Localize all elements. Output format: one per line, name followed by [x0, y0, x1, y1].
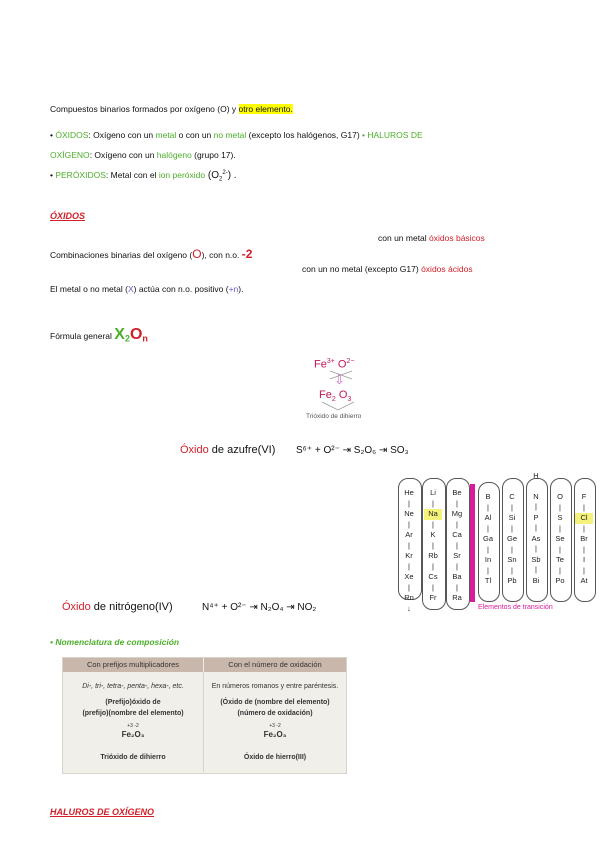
- element: Bi: [532, 575, 540, 585]
- element: Sb: [531, 554, 541, 564]
- element: S: [557, 513, 563, 522]
- col1-line2b: (prefijo)(nombre del elemento): [82, 710, 184, 717]
- oxidos-acidos: óxidos ácidos: [421, 264, 473, 274]
- element-highlight: Cl: [575, 513, 593, 524]
- nomenclatura-heading: • Nomenclatura de composición: [50, 637, 180, 647]
- col2-header: Con el número de oxidación: [204, 658, 346, 672]
- term-peroxidos: PERÓXIDOS: [55, 170, 106, 180]
- formula-label: Fórmula general: [50, 331, 115, 341]
- element: He: [404, 488, 414, 497]
- term-metal: metal: [155, 130, 177, 140]
- col1-header: Con prefijos multiplicadores: [63, 658, 204, 672]
- col1-formula: Fe₂O₃: [121, 730, 145, 739]
- element: Rb: [428, 551, 438, 560]
- product-o: O: [338, 389, 348, 401]
- comb-text: Combinaciones binarias del oxígeno (: [50, 250, 193, 260]
- col1-name: Trióxido de dihierro: [100, 754, 166, 761]
- fe-ion: Fe: [314, 358, 327, 371]
- fe-charge: 3+: [326, 358, 335, 365]
- element: C: [509, 492, 515, 501]
- transition-label: Elementos de transición: [478, 604, 553, 611]
- element: Ba: [452, 572, 462, 581]
- group-halogens: F | Cl | Br | I | At: [575, 492, 593, 587]
- nomenclatura-table: [62, 657, 347, 774]
- element: As: [531, 533, 541, 543]
- element: Fr: [429, 593, 437, 602]
- col1-line1: Di-, tri-, tetra-, penta-, hexa-, etc.: [82, 683, 184, 690]
- oxidos-basicos: óxidos básicos: [429, 233, 485, 243]
- periodic-table: [396, 472, 600, 622]
- term-ion-peroxido: ion peróxido: [158, 170, 206, 180]
- intro-highlight: otro elemento.: [238, 104, 293, 114]
- formula-x: X: [114, 326, 125, 343]
- transition-bar: [470, 484, 475, 602]
- bullet-oxidos: [50, 130, 423, 140]
- col2-line2b: (número de oxidación): [237, 710, 313, 717]
- plus-n: +n: [228, 284, 239, 294]
- element: P: [533, 512, 539, 522]
- nitrogen-label: [62, 601, 173, 613]
- element: Se: [555, 534, 565, 543]
- element: Mg: [451, 509, 463, 518]
- element-highlight: Na: [424, 509, 442, 520]
- product-fe-sub: 2: [331, 396, 336, 404]
- oxidos-nometal-line: [302, 264, 473, 274]
- peroxide-sub: 2: [219, 176, 223, 183]
- oxido-word: Óxido: [62, 601, 91, 613]
- element: Ne: [404, 509, 414, 518]
- bullet-dot: •: [50, 130, 56, 140]
- col2-line1: En números romanos y entre paréntesis.: [211, 683, 339, 690]
- group-alkali: Li | Na | K | Rb | Cs | Fr: [424, 488, 442, 604]
- col2-line2a: (Óxido de (nombre del elemento): [220, 699, 330, 706]
- bullet-text: : Metal con el: [105, 170, 159, 180]
- term-haluros: • HALUROS DE: [362, 130, 423, 140]
- sulfur-equation: S⁶⁺ + O²⁻ ⇥ S₂O₆ ⇥ SO₃: [296, 445, 409, 456]
- col1-line2a: (Prefijo)óxido de: [105, 699, 161, 706]
- element: Po: [555, 576, 565, 585]
- nitrogen-name: de nitrógeno(IV): [90, 601, 173, 613]
- element: Ar: [405, 530, 413, 539]
- line3-text: El metal o no metal (: [50, 284, 128, 294]
- group-nitrogen: H N | P | As | Sb | Bi: [527, 471, 545, 586]
- oxidos-line3: [50, 284, 244, 294]
- oxido-word: Óxido: [180, 444, 209, 456]
- element: O: [557, 492, 563, 501]
- element: Li: [430, 488, 436, 497]
- sulfur-label: [180, 444, 275, 456]
- element: Kr: [405, 551, 413, 560]
- oxidos-heading: ÓXIDOS: [50, 211, 86, 221]
- term-halogeno: halógeno: [156, 150, 192, 160]
- col2-name: Óxido de hierro(III): [243, 754, 307, 761]
- fe-caption: Trióxido de dihierro: [306, 413, 362, 420]
- intro-line: [50, 104, 293, 114]
- group-noble: He | Ne | Ar | Kr | Xe | Rn ↓: [400, 488, 418, 614]
- element: Te: [556, 555, 564, 564]
- element: Tl: [484, 576, 492, 585]
- bullet-dot: •: [50, 170, 56, 180]
- peroxide-close: ) .: [227, 170, 237, 181]
- term-oxigeno: OXÍGENO: [50, 150, 90, 160]
- oxidos-comb-line: [50, 247, 252, 261]
- bullet-text: : Oxígeno con un: [88, 130, 156, 140]
- formula-o: O: [129, 326, 143, 343]
- group-boron: B | Al | Ga | In | Tl: [479, 492, 497, 587]
- bullet-haluros-cont: [50, 150, 236, 160]
- oxidation-number: -2: [241, 247, 253, 261]
- element: F: [581, 492, 587, 501]
- intro-text: Compuestos binarios formados por oxígeno (O) y: [50, 104, 239, 114]
- haluros-heading: HALUROS DE OXÍGENO: [50, 807, 155, 817]
- bullet-text: o con un: [176, 130, 214, 140]
- nitrogen-equation: N⁴⁺ + O²⁻ ⇥ N₂O₄ ⇥ NO₂: [202, 602, 317, 613]
- group-oxygen: O | S | Se | Te | Po: [551, 492, 569, 587]
- bullet-text: : Oxígeno con un: [89, 150, 157, 160]
- o-ion: O: [337, 358, 347, 371]
- element: Pb: [507, 576, 517, 585]
- o-charge: 2−: [346, 358, 355, 365]
- element: Br: [580, 534, 588, 543]
- element: At: [580, 576, 588, 585]
- x-symbol: X: [127, 284, 134, 294]
- element: Sn: [507, 555, 517, 564]
- nometal-text: con un no metal (excepto G17): [302, 264, 422, 274]
- formula-n: n: [142, 333, 148, 344]
- bullet-text: (grupo 17).: [191, 150, 236, 160]
- element: Xe: [404, 572, 414, 581]
- col2-charges: +3 -2: [269, 723, 281, 729]
- peroxide-formula: (O: [205, 170, 220, 181]
- element: B: [485, 492, 491, 501]
- element: Rn: [404, 593, 414, 602]
- element: Ra: [452, 593, 462, 602]
- product-fe: Fe: [319, 389, 332, 401]
- comb-text: ), con n.o.: [201, 250, 242, 260]
- line3-text: ).: [238, 284, 244, 294]
- product-o-sub: 3: [347, 396, 352, 404]
- term-no-metal: no metal: [213, 130, 247, 140]
- element: I: [582, 555, 586, 564]
- element: H: [533, 471, 539, 480]
- col1-charges: +3 -2: [127, 723, 139, 729]
- element: Si: [508, 513, 516, 522]
- group-carbon: C | Si | Ge | Sn | Pb: [503, 492, 521, 587]
- element: In: [484, 555, 492, 564]
- line3-text: ) actúa con n.o. positivo (: [133, 284, 229, 294]
- down-arrow-icon: ⇩: [334, 372, 345, 387]
- element: K: [430, 530, 436, 539]
- element: Sr: [453, 551, 461, 560]
- element: Ga: [482, 534, 493, 543]
- caption-bracket-icon: [318, 401, 358, 413]
- term-oxidos: ÓXIDOS: [55, 130, 89, 140]
- col2-formula: Fe₂O₃: [263, 730, 287, 739]
- bullet-peroxidos: [50, 170, 237, 183]
- general-formula: [50, 326, 148, 344]
- group-alkaline: Be | Mg | Ca | Sr | Ba | Ra: [448, 488, 466, 604]
- formula-sub2: 2: [124, 333, 130, 344]
- element: Ca: [452, 530, 462, 539]
- element: Al: [484, 513, 492, 522]
- metal-text: con un metal: [378, 233, 430, 243]
- oxygen-symbol: O: [192, 247, 202, 261]
- element: Be: [452, 488, 462, 497]
- peroxide-sup: 2-: [222, 170, 228, 177]
- sulfur-name: de azufre(VI): [208, 444, 276, 456]
- fe-ions: [314, 358, 354, 371]
- element: N: [533, 491, 539, 501]
- element: Ge: [506, 534, 517, 543]
- bullet-text: (excepto los halógenos, G17): [246, 130, 363, 140]
- oxidos-metal-line: [378, 233, 485, 243]
- element: Cs: [428, 572, 438, 581]
